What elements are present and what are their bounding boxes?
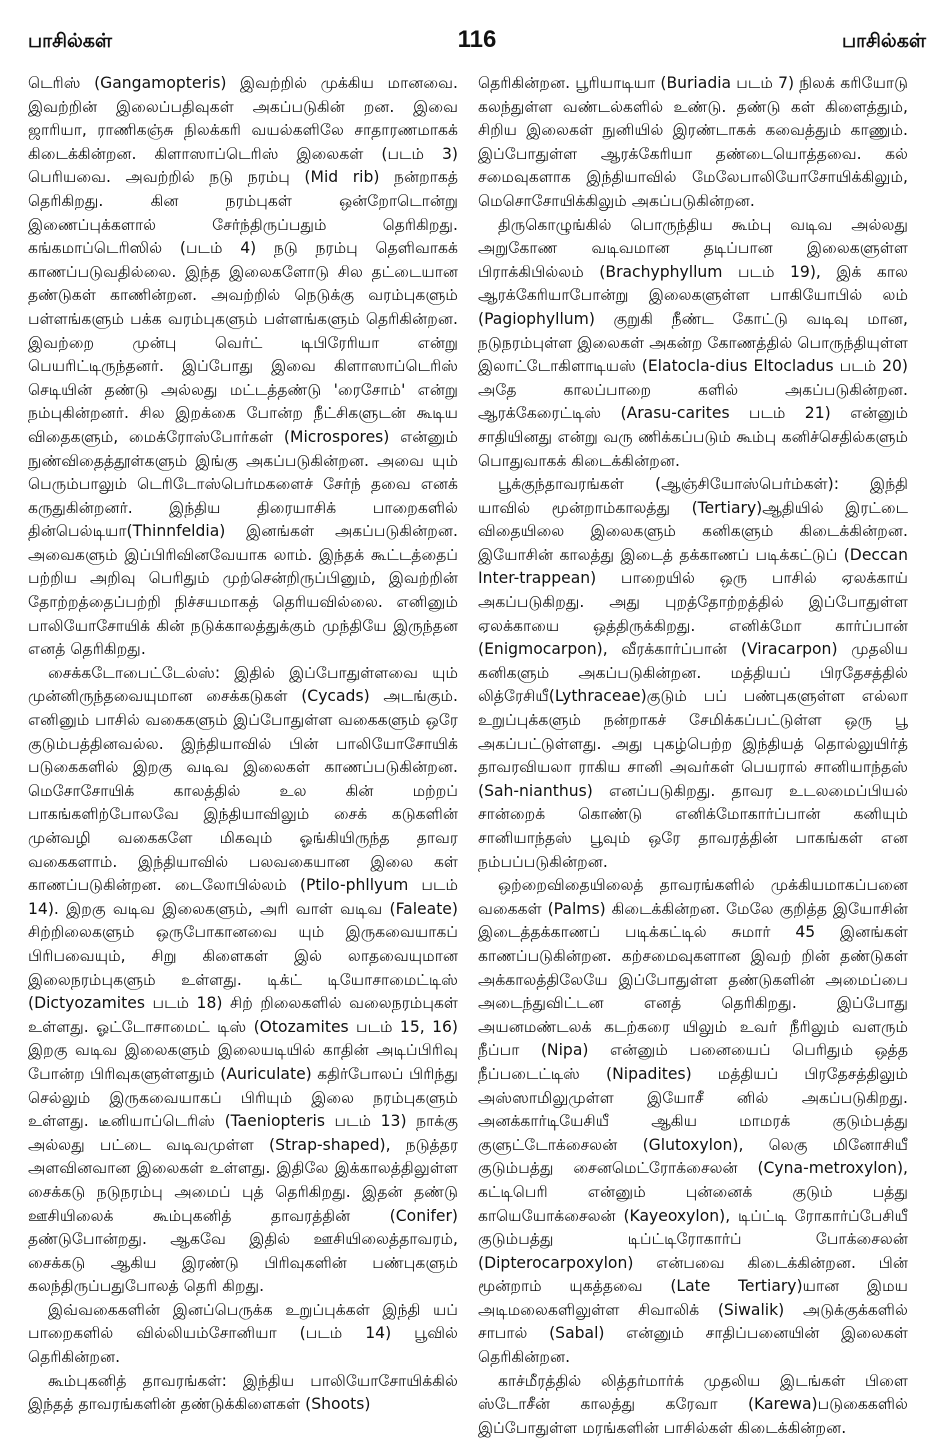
paragraph: காச்மீரத்தில் லித்தர்மார்க் முதலிய இடங்கள் பிளை ஸ்டோசீன் காலத்து கரேவா (Karewa)படுகைகளில் இப்போதுள்ள மரங்களின் பாசில்கள் கிடைக்கின்றன. — [478, 1371, 908, 1437]
paragraph: ஒற்றைவிதையிலைத் தாவரங்களில் முக்கியமாகப்பனை வகைகள் (Palms) கிடைக்கின்றன. மேலே குறித்த இயோசின் இடைத்தக்காணப் படிக்கட்டில் சுமார் 45 இனங்கள் காணப்படுகின்றன. கற்சமைவுகளான இவற் றின் தண்டுகள் அக்காலத்திலேயே இப்போதுள்ள தண்டுகளின் அமைப்பை அடைந்துவிட்டன எனத் தெரிகிறது. இப்போது அயனமண்டலக் கடற்கரை யிலும் உவர் நீரிலும் வளரும் நீப்பா (Nipa) என்னும் பனையைப் பெரிதும் ஒத்த நீப்படைட்டிஸ் (Nipadites) மத்தியப் பிரதேசத்திலும் அஸ்ஸாமிலுமுள்ள இயோசீ னில் அகப்படுகிறது. அனக்கார்டியேசியீ ஆகிய மாமரக் குடும்பத்து குளுட்டோக்சைலன் (Glutoxylon), லெகு மினோசியீ குடும்பத்து சைனமெட்ரோக்சைலன் (Cyna-metroxylon), கட்டிபெரி என்னும் புன்னைக் குடும் பத்து காயெயோக்சைலன் (Kayeoxylon), டிப்ட்டி ரோகார்ப்பேசியீ குடும்பத்து டிப்ட்டிரோகார்ப் போக்சைலன் (Dipterocarpoxylon) என்பவை கிடைக்கின்றன. பின் மூன்றாம் யுகத்தவை (Late Tertiary)யான இமய அடிமலைகளிலுள்ள சிவாலிக் (Siwalik) அடுக்குக்களில் சாபால் (Sabal) என்னும் சாதிப்பனையின் இலைகள் தெரிகின்றன. — [478, 876, 908, 1367]
paragraph: டெரிஸ் (Gangamopteris) இவற்றில் முக்கிய மானவை. இவற்றின் இலைப்பதிவுகள் அகப்படுகின் றன. இவை ஜாரியா, ராணிகஞ்சு நிலக்கரி வயல்களிலே சாதாரணமாகக் கிடைக்கின்றன. கிளாஸாப்டெரிஸ் இலைகள் (படம் 3) பெரியவை. அவற்றில் நடு நரம்பு (Mid rib) நன்றாகத் தெரிகிறது. கின நரம்புகள் ஒன்றோடொன்று இணைப்புக்களால் சேர்ந்திருப்பதும் தெரிகிறது. கங்கமாப்டெரிஸில் (படம் 4) நடு நரம்பு தெளிவாகக் காணப்படுவதில்லை. இந்த இலைகளோடு சில தட்டையான தண்டுகள் காணின்றன. அவற்றில் நெடுக்கு வரம்புகளும் பள்ளங்களும் பக்க வரம்புகளும் பள்ளங்களும் தெரிகின்றன. இவற்றை முன்பு வெர்ட் டிபிரேரியா என்று பெயரிட்டிருந்தனர். இப்போது இவை கிளாஸாப்டெரிஸ் செடியின் தண்டு அல்லது மட்டத்தண்டு 'ரைசோம்' என்று நம்புகின்றனர். சில இறக்கை போன்ற நீட்சிகளுடன் கூடிய விதைகளும், மைக்ரோஸ்போர்கள் (Microspores) என்னும் நுண்விதைத்தூள்களும் இங்கு அகப்படுகின்றன. அவை யும் பெரும்பாலும் டெரிடோஸ்பெர்மகளைச் சேர்ந் தவை எனக் கருதுகின்றனர். இந்திய திரையாசிக் பாறைகளில் தின்பெல்டியா(Thinnfeldia) இனங்கள் அகப்படுகின்றன. அவைகளும் இப்பிரிவினவேயாக லாம். இந்தக் கூட்டத்தைப் பற்றிய அறிவு பெரிதும் முற்சென்றிருப்பினும், இவற்றின் தோற்றத்தைப்பற்றி நிச்சயமாகத் தெரியவில்லை. எனினும் பாலியோசோயிக் கின் நடுக்காலத்துக்கும் முந்தியே இருந்தன எனத் தெரிகிறது. — [28, 74, 458, 659]
paragraph: கூம்புகனித் தாவரங்கள்: இந்திய பாலியோசோயிக்கில் இந்தத் தாவரங்களின் தண்டுக்கிளைகள் (Shoots) — [28, 1371, 458, 1414]
paragraph: பூக்குந்தாவரங்கள் (ஆஞ்சியோஸ்பெர்ம்கள்): இந்தி யாவில் மூன்றாம்காலத்து (Tertiary)ஆதியில் இரட்டை விதையிலை இலைகளும் கனிகளும் கிடைக்கின்றன. இயோசின் காலத்து இடைத் தக்காணப் படிக்கட்டுப் (Deccan Inter-trappean) பாறையில் ஒரு பாசில் ஏலக்காய் அகப்படுகிறது. அது புறத்தோற்றத்தில் இப்போதுள்ள ஏலக்காயை ஒத்திருக்கிறது. எனிக்மோ கார்ப்பான் (Enigmocarpon), வீரக்கார்ப்பான் (Viracarpon) முதலிய கனிகளும் அகப்படுகின்றன. மத்தியப் பிரதேசத்தில் லித்ரேசியீ(Lythraceae)குடும் பப் பண்புகளுள்ள எல்லா உறுப்புக்களும் நன்றாகச் சேமிக்கப்பட்டுள்ள ஒரு பூ அகப்பட்டுள்ளது. அது புகழ்பெற்ற இந்தியத் தொல்லுயிர்த் தாவரவியலா ராகிய சானி அவர்கள் பெயரால் சானியாந்தஸ் (Sah-nianthus) எனப்படுகிறது. தாவர உடலமைப்பியல் சான்றைக் கொண்டு எனிக்மோகார்ப்பான் கனியும் சானியாந்தஸ் பூவும் ஒரே தாவரத்தின் பாகங்கள் என நம்பப்படுகின்றன. — [478, 475, 908, 871]
paragraph: சைக்கடோபைட்டேல்ஸ்: இதில் இப்போதுள்ளவை யும் முன்னிருந்தவையுமான சைக்கடுகள் (Cycads) அடங்கும். எனினும் பாசில் வகைகளும் இப்போதுள்ள வகைகளும் ஒரே குடும்பத்தினவல்ல. இந்தியாவில் பின் பாலியோசோயிக் படுகைகளில் இறகு வடிவ இலைகள் காணப்படுகின்றன. மெசோசோயிக் காலத்தில் உல கின் மற்றப் பாகங்களிற்போலவே இந்தியாவிலும் சைக் கடுகளின் முன்வழி வகைகளே மிகவும் ஓங்கியிருந்த தாவர வகைகளாம். இந்தியாவில் பலவகையான இலை கள் காணப்படுகின்றன. டைலோபில்லம் (Ptilo-phllyum படம் 14). இறகு வடிவ இலைகளும், அரி வாள் வடிவ (Faleate) சிற்றிலைகளும் ஒருபோகானவை யும் இருகவையாகப் பிரிபவையும், சிறு கிளைகள் இல் லாதவையுமான இலைநரம்புகளும் உள்ளது. டிக்ட் டியோசாமைட்டிஸ் (Dictyozamites படம் 18) சிற் றிலைகளில் வலைநரம்புகள் உள்ளது. ஓட்டோசாமைட் டிஸ் (Otozamites படம் 15, 16) இறகு வடிவ இலைகளும் இலையடியில் காதின் அடிப்பிரிவு போன்ற பிரிவுகளுள்ளதும் (Auriculate) கதிர்போலப் பிரிந்து செல்லும் இருகவையாகப் பிரியும் இலை நரம்புகளும் உள்ளது. டீனியாப்டெரிஸ் (Taeniopteris படம் 13) நாக்கு அல்லது பட்டை வடிவமுள்ள (Strap-shaped), நடுத்தர அளவினவான இலைகள் உள்ளது. இதிலே இக்காலத்திலுள்ள சைக்கடு நடுநரம்பு அமைப் புத் தெரிகிறது. இதன் தண்டு ஊசியிலைக் கூம்புகனித் தாவரத்தின் (Conifer) தண்டுபோன்றது. ஆகவே இதில் ஊசியிலைத்தாவரம், சைக்கடு ஆகிய இரண்டு பிரிவுகளின் பண்புகளும் கலந்திருப்பதுபோலத் தெரி கிறது. — [28, 663, 458, 1296]
running-title-right: பாசில்கள் — [841, 30, 926, 52]
paragraph: திருகொழுங்கில் பொருந்திய கூம்பு வடிவ அல்லது அறுகோண வடிவமான தடிப்பான இலைகளுள்ள பிராக்கிபில்லம் (Brachyphyllum படம் 19), இக் கால ஆரக்கேரியாபோன்று இலைகளுள்ள பாகியோபில் லம் (Pagiophyllum) குறுகி நீண்ட கோட்டு வடிவு மான, நடுநரம்புள்ள இலைகள் அகன்ற கோணத்தில் பொருந்தியுள்ள இலாட்டோகிளாடியஸ் (Elatocla-dius Eltocladus படம் 20) அதே காலப்பாறை களில் அகப்படுகின்றன. ஆரக்கேரைட்டிஸ் (Arasu-carites படம் 21) என்னும் சாதியினது என்று வரு ணிக்கப்படும் கூம்பு கனிச்செதில்களும் பொதுவாகக் கிடைக்கின்றன. — [478, 215, 908, 470]
text-columns — [28, 72, 926, 1437]
page-number: 116 — [457, 26, 497, 53]
running-title-left: பாசில்கள் — [28, 30, 113, 52]
right-column — [478, 72, 908, 1437]
page-header — [28, 26, 926, 64]
left-column — [28, 72, 458, 1414]
paragraph: இவ்வகைகளின் இனப்பெருக்க உறுப்புக்கள் இந்தி யப் பாறைகளில் வில்லியம்சோனியா (படம் 14) பூவில் தெரிகின்றன. — [28, 1300, 458, 1367]
paragraph: தெரிகின்றன. பூரியாடியா (Buriadia படம் 7) நிலக் கரியோடு கலந்துள்ள வண்டல்களில் உண்டு. தண்டு கள் கிளைத்தும், சிறிய இலைகள் நுனியில் இரண்டாகக் கவைத்தும் காணும். இப்போதுள்ள ஆரக்கேரியா தண்டையொத்தவை. கல் சமைவுகளாக இந்தியாவில் மேலேபாலியோசோயிக்கிலும், மெசொசோயிக்கிலும் அகப்படுகின்றன. — [478, 74, 908, 210]
